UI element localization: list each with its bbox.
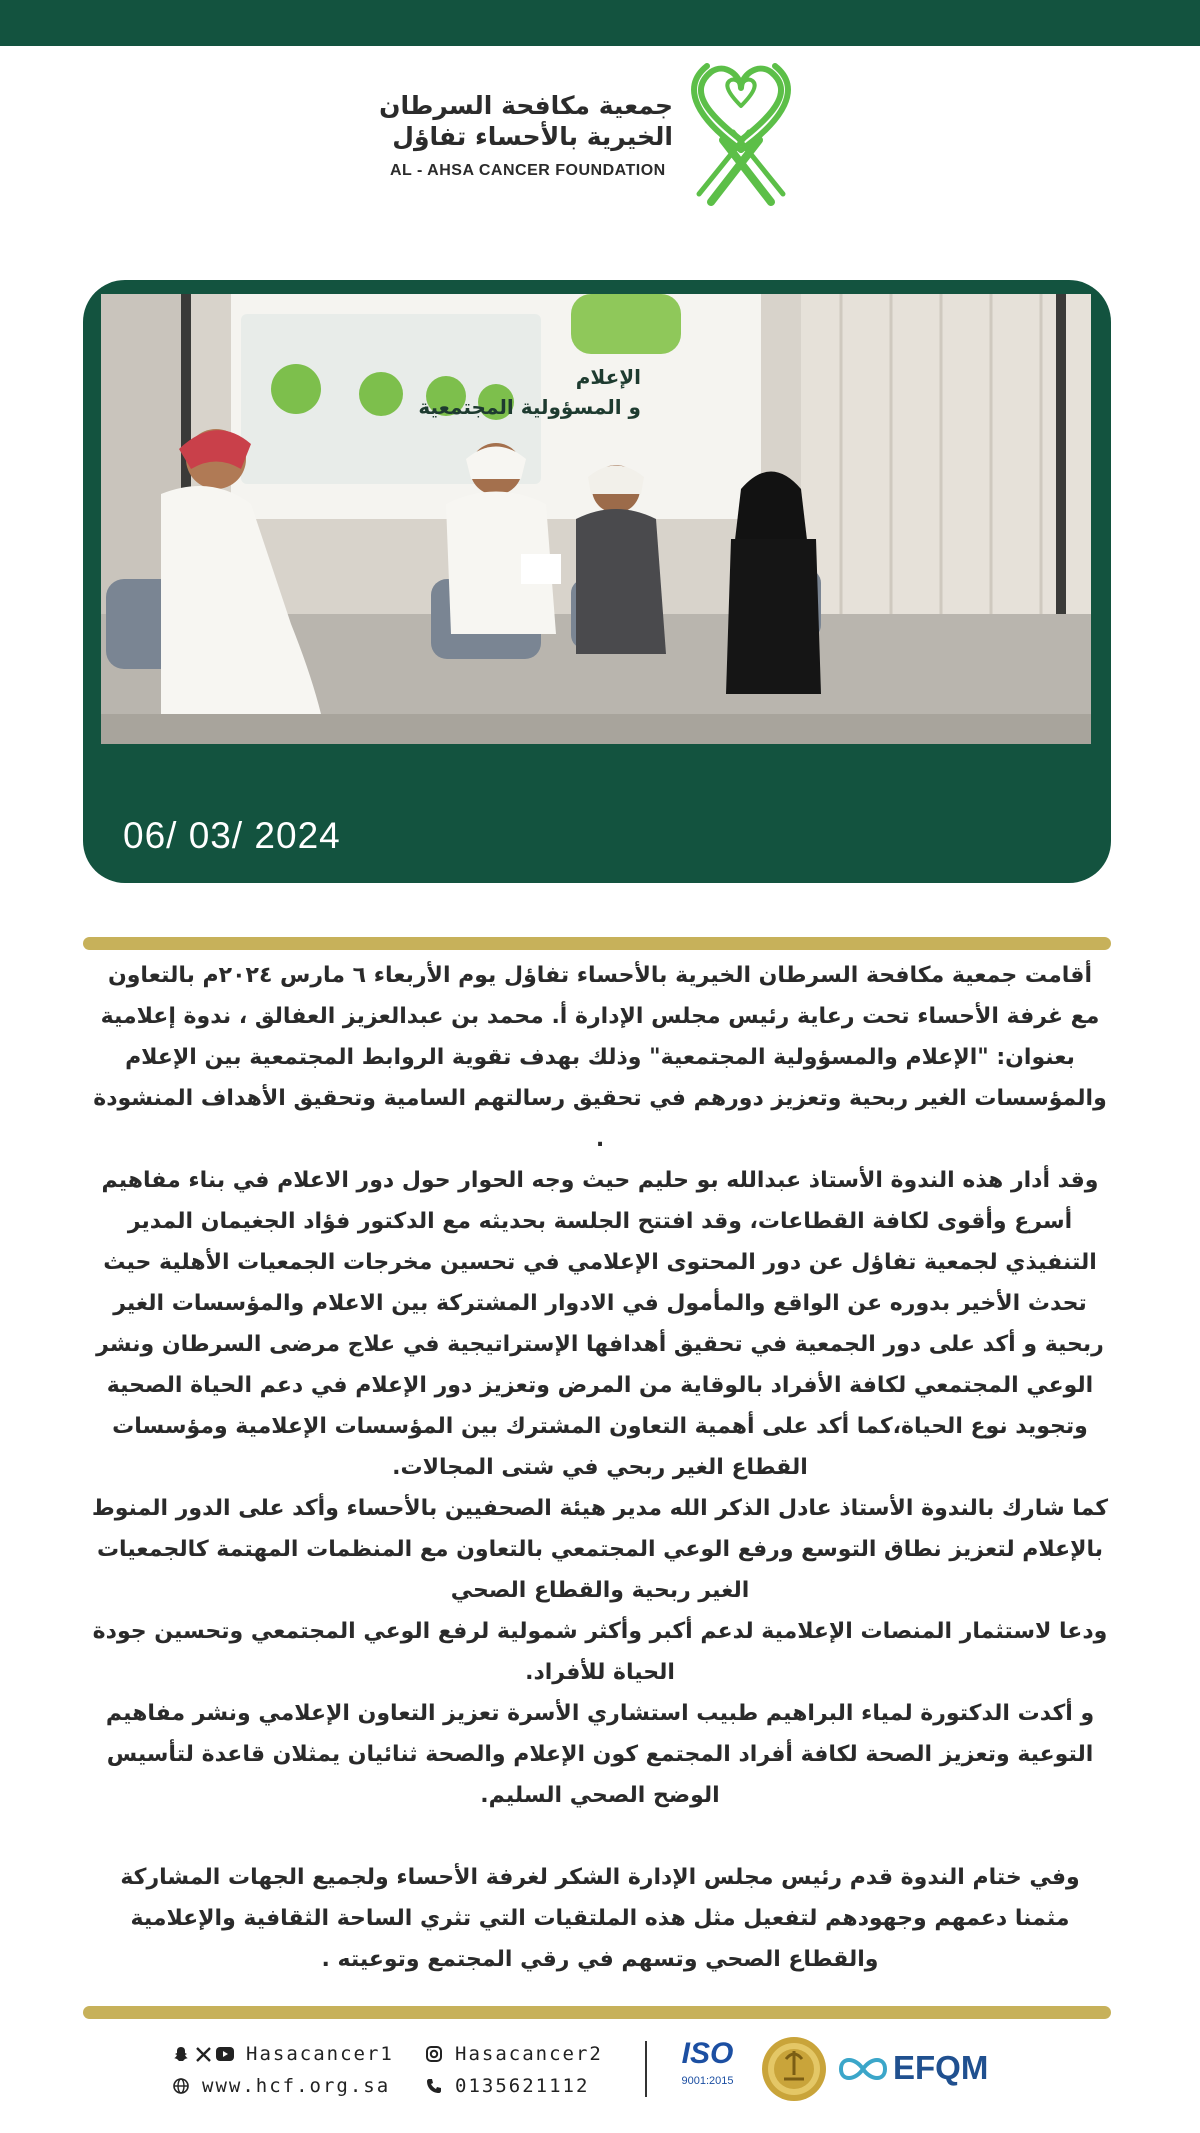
gold-divider-bottom <box>83 2006 1111 2019</box>
social-handle-2: Hasacancer2 <box>455 2043 603 2065</box>
social-row-1[interactable] <box>172 2043 394 2065</box>
logo-name-english: AL - AHSA CANCER FOUNDATION <box>390 162 666 179</box>
government-seal-icon <box>760 2035 828 2103</box>
infinity-icon <box>835 2049 891 2089</box>
foundation-logo <box>379 62 810 212</box>
instagram-icon <box>425 2045 443 2063</box>
social-handle-1: Hasacancer1 <box>246 2043 394 2065</box>
article-paragraph: و أكدت الدكتورة لمياء البراهيم طبيب استشاري الأسرة تعزيز التعاون الإعلامي ونشر مفاهيم التوعية وتعزيز الصحة لكافة أفراد المجتمع كون الإعلام والصحة ثنائيان يمثلان قاعدة لتأسيس الوضح الصحي السليم. <box>105 1701 1095 1808</box>
iso-standard: 9001:2015 <box>681 2075 734 2087</box>
phone-row[interactable] <box>425 2075 589 2097</box>
phone-icon <box>425 2077 443 2095</box>
efqm-label: EFQM <box>893 2049 989 2086</box>
ribbon-heart-icon <box>685 62 797 207</box>
website-row[interactable] <box>172 2075 390 2097</box>
iso-label: ISO <box>681 2037 734 2070</box>
event-photo <box>101 294 1091 744</box>
article-body <box>90 955 1110 1990</box>
globe-icon <box>172 2077 190 2095</box>
article-paragraph: وقد أدار هذه الندوة الأستاذ عبدالله بو حليم حيث وجه الحوار حول دور الاعلام في بناء مفاهيم أسرع وأقوى لكافة القطاعات، وقد افتتح الجلسة بحديثه مع الدكتور فؤاد الجغيمان المدير التنفيذي لجمعية تفاؤل عن دور المحتوى الإعلامي في تحسين مخرجات الجمعيات الأهلية حيث تحدث الأخير بدوره عن الواقع والمأمول في الادوار المشتركة بين الاعلام والمؤسسات الغير ربحية و أكد على دور الجمعية في تحقيق أهدافها الإستراتيجية في علاج مرضى السرطان ونشر الوعي المجتمعي لكافة الأفراد بالوقاية من المرض وتعزيز دور الإعلام في دعم الحياة الصحية وتجويد نوع الحياة،كما أكد على أهمية التعاون المشترك بين المؤسسات الإعلامية ومؤسسات القطاع الغير ربحي في شتى المجالات. <box>96 1168 1104 1480</box>
top-header-bar <box>0 0 1200 46</box>
logo-name-arabic-line2: الخيرية بالأحساء تفاؤل <box>392 122 673 151</box>
banner-title-line1: الإعلام <box>575 365 641 389</box>
social-row-2[interactable] <box>425 2043 603 2065</box>
x-icon <box>194 2045 212 2063</box>
article-paragraph: ودعا لاستثمار المنصات الإعلامية لدعم أكبر وأكثر شمولية لرفع الوعي المجتمعي وتحسين جودة الحياة للأفراد. <box>92 1619 1108 1685</box>
article-paragraph: وفي ختام الندوة قدم رئيس مجلس الإدارة الشكر لغرفة الأحساء ولجميع الجهات المشاركة مثمنا دعمهم وجهودهم لتفعيل مثل هذه الملتقيات التي تثري الساحة الثقافية والإعلامية والقطاع الصحي وتسهم في رقي المجتمع وتوعيته . <box>120 1865 1080 1972</box>
efqm-badge <box>835 2043 1015 2093</box>
phone-number: 0135621112 <box>455 2075 590 2097</box>
footer <box>160 2035 1030 2115</box>
event-photo-illustration <box>101 294 1091 744</box>
event-date: 06/ 03/ 2024 <box>123 815 341 856</box>
footer-divider <box>645 2041 647 2097</box>
banner-title-line2: و المسؤولية المجتمعية <box>418 395 641 419</box>
logo-name-arabic-line1: جمعية مكافحة السرطان <box>379 91 673 120</box>
article-paragraph: أقامت جمعية مكافحة السرطان الخيرية بالأحساء تفاؤل يوم الأربعاء ٦ مارس ٢٠٢٤م بالتعاون مع غرفة الأحساء تحت رعاية رئيس مجلس الإدارة أ. محمد بن عبدالعزيز العفالق ، ندوة إعلامية بعنوان: "الإعلام والمسؤولية المجتمعية" وذلك بهدف تقوية الروابط المجتمعية بين الإعلام والمؤسسات الغير ربحية وتعزيز دورهم في تحقيق رسالتهم السامية وتحقيق الأهداف المنشودة . <box>93 963 1107 1152</box>
website-link: www.hcf.org.sa <box>202 2075 391 2097</box>
iso-certification-badge <box>670 2037 745 2107</box>
snapchat-icon <box>172 2045 190 2063</box>
gold-divider-top <box>83 937 1111 950</box>
event-card <box>83 280 1111 883</box>
article-paragraph: كما شارك بالندوة الأستاذ عادل الذكر الله مدير هيئة الصحفيين بالأحساء وأكد على الدور المنوط بالإعلام لتعزيز نطاق التوسع ورفع الوعي المجتمعي بالتعاون مع المنظمات المهتمة كالجمعيات الغير ربحية والقطاع الصحي <box>91 1496 1109 1603</box>
logo-text <box>379 90 673 180</box>
youtube-icon <box>216 2045 234 2063</box>
